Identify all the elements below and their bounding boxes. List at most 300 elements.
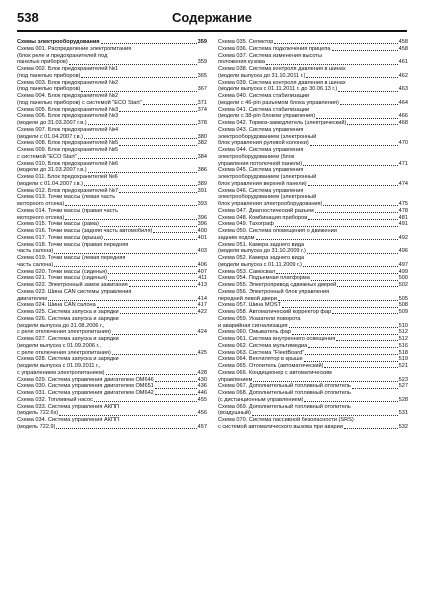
toc-page-number: 406 [197,261,207,268]
toc-line [17,53,207,60]
toc-page-number: 414 [197,295,207,302]
toc-entry-text: Схема 047. Диагностический разъем [218,207,314,214]
dot-leader [119,145,197,146]
toc-line [218,228,408,235]
dot-leader [278,300,398,301]
toc-entry-text: Схема 035. Селектор [218,39,274,45]
toc-entry-text: и аварийная сигнализация [218,322,288,329]
toc-entry-text: Схема 039. Система контроля давления в шинах [218,79,346,86]
toc-line [17,289,207,296]
toc-line [218,242,408,249]
toc-entry-text: Схема 030. Система управления двигателем OM651 [17,383,154,390]
toc-page-number: 478 [398,207,408,214]
dot-leader [88,124,197,125]
toc-entry-text: Схема 053. Самосвал [218,268,276,275]
dot-leader [303,165,398,166]
toc-entry-text: (модели выпуска до 31.10.2009 г.) [218,248,306,255]
toc-line [17,215,207,222]
dot-leader [310,145,398,146]
toc-line [218,127,408,134]
dot-leader [332,50,398,51]
dot-leader [78,158,197,159]
toc-line [17,383,207,390]
toc-line [17,356,207,363]
dot-leader [276,273,398,274]
toc-line [218,194,408,201]
toc-entry-text: Схема 063. Система "FleetBoard" [218,349,305,356]
toc-page-number: 462 [398,72,408,79]
dot-leader [84,185,197,186]
dot-leader [307,253,398,254]
toc-line [218,93,408,100]
toc-line [17,181,207,188]
toc-page-number: 492 [398,234,408,241]
toc-line [218,289,408,296]
dot-leader [97,307,197,308]
toc-line [218,370,408,377]
toc-entry-text: Схема 001. Распределение электропитания [17,45,132,52]
toc-entry-text: Схема 046. Система управления [218,187,304,194]
toc-entry-text: (модели выпуска с 01.09.2006 г., [17,342,101,349]
toc-entry-text: электрооборудованием (электронный [218,133,317,140]
toc-line [218,323,408,330]
toc-line [218,113,408,120]
dot-leader [344,428,398,429]
toc-entry-text: Схема 016. Точки массы (задняя часть автомобиля) [17,228,153,234]
toc-line [218,343,408,350]
toc-entry-text: Схема 064. Вентилятор в крыше [218,356,303,363]
dot-leader [120,313,197,314]
toc-page-number: 417 [197,302,207,309]
toc-page-number: 455 [197,396,207,403]
toc-line [218,377,408,384]
toc-page-number: 411 [198,275,207,282]
dot-leader [112,334,197,335]
toc-entry-text: Схема 017. Точки массы (крыша) [17,234,103,241]
dot-leader [94,401,197,402]
toc-entry-text: (модель 722.9) [17,423,56,430]
toc-line [218,80,408,87]
toc-entry-text: Схема 038. Система контроля давления в шинах [218,66,346,72]
toc-entry-text: Схема 025. Система запуска и зарядки [17,309,119,315]
toc-page-number: 519 [398,356,408,363]
toc-right-column [218,39,408,431]
dot-leader [104,239,197,240]
dot-leader [311,280,398,281]
toc-page-number: 508 [398,302,408,309]
dot-leader [256,239,398,240]
dot-leader [308,347,397,348]
toc-line [218,39,408,46]
toc-page-number: 491 [398,221,408,228]
toc-line [218,181,408,188]
toc-entry-text: положения кузова [218,59,265,66]
dot-leader [84,138,197,139]
toc-page-number: 510 [398,322,408,329]
toc-entry-text: Схема 051. Камера заднего вида [218,241,305,248]
dot-leader [54,253,196,254]
toc-page-number: 466 [398,113,408,120]
toc-left-column [17,39,207,431]
toc-entry-text: Схема 028. Система запуска и зарядки [17,356,119,363]
toc-line [218,302,408,309]
toc-page-number: 400 [197,228,207,234]
toc-entry-text: Схема 019. Точки массы (левая передняя [17,255,126,261]
toc-line [17,93,207,100]
toc-page-number: 470 [398,140,408,147]
toc-entry-text: Схема 068. Дополнительный топливный отопитель [218,390,351,396]
dot-leader [303,266,398,267]
toc-entry-text: Схема 023. Шина CAN системы управления [17,288,132,295]
toc-line [218,53,408,60]
toc-line [218,424,408,431]
toc-entry-text: (с дистанционным управлением) [218,396,304,403]
toc-line [218,134,408,141]
dot-leader [88,172,197,173]
toc-line [218,390,408,397]
toc-entry-text: Схема 049. Тахограф [218,221,274,228]
toc-line [218,188,408,195]
toc-entry-text: (модели до 31.03.2007 г.в.) [17,167,87,174]
toc-entry-text: Схема 065. Отопитель (автоматический) [218,363,324,369]
toc-entry-text: Схема 027. Система запуска и зарядки [17,336,119,342]
toc-entry-text: Схема 022. Электронный замок зажигания [17,282,128,288]
toc-entry-text: Схема 055. Электропривод сдвижных дверей [218,282,337,288]
toc-line [218,275,408,282]
toc-page-number: 396 [197,221,207,228]
toc-page-number: 456 [197,410,207,417]
dot-leader [108,273,197,274]
dot-leader [308,185,398,186]
toc-line [17,282,207,289]
toc-line [17,424,207,431]
page-number: 538 [17,10,39,25]
toc-line [17,329,207,336]
toc-entry-text: Схема 011. Блок предохранителей №6 [17,174,118,180]
toc-entry-text: Схема 015. Точки массы (рама) [17,221,99,228]
toc-entry-text: с системой автоматического вызова при аварии [218,423,343,430]
toc-entry-text: (модели выпуска с 01.11.2009 г.) [218,261,302,268]
dot-leader [54,266,196,267]
toc-line [218,100,408,107]
toc-entry-text: управления потолочной панели) [218,160,303,167]
toc-page-number: 521 [398,363,408,369]
dot-leader [337,286,397,287]
toc-line [218,235,408,242]
dot-leader [129,286,197,287]
toc-page-number: 500 [398,275,408,282]
toc-line [17,201,207,208]
toc-page-number: 393 [197,201,207,207]
dot-leader [119,192,197,193]
toc-page-number: 396 [197,214,207,221]
toc-entry-text: Схема 031. Система управления двигателем OM642 [17,390,154,396]
dot-leader [304,361,398,362]
toc-line [17,208,207,215]
toc-page-number: 365 [197,72,207,79]
toc-line [218,248,408,255]
toc-entry-text: Схема 041. Система стабилизации [218,106,310,113]
toc-page-number: 509 [398,309,408,315]
toc-entry-text: Схема 024. Шина CAN салона [17,302,96,309]
toc-page-number: 430 [197,376,207,383]
toc-line [17,140,207,147]
dot-leader [338,91,397,92]
toc-page-number: 516 [398,342,408,349]
toc-page-number: 481 [398,214,408,221]
toc-line [218,417,408,424]
toc-line [17,113,207,120]
toc-entry-text: Схема 007. Блок предохранителей №4 [17,126,119,133]
toc-line [218,404,408,411]
dot-leader [336,340,397,341]
toc-line [17,174,207,181]
toc-page-number: 382 [197,140,207,147]
toc-entry-text: Схема 002. Блок предохранителей №1 [17,66,119,72]
toc-entry-text: (модели выпуска с 01.09.2011 г., [17,363,101,369]
dot-leader [275,226,398,227]
toc-entry-text: Схема 034. Система управления АКПП [17,417,120,423]
toc-line [218,154,408,161]
toc-line [218,269,408,276]
toc-entry-text: (воздушный) [218,410,251,417]
dot-leader [352,388,398,389]
toc-page-number: 518 [398,349,408,356]
toc-page-number: 391 [197,187,207,194]
toc-entry-text: Схема 029. Система управления двигателем OM646 [17,376,154,383]
toc-page-number: 531 [398,410,408,417]
dot-leader [59,415,196,416]
toc-line [17,350,207,357]
toc-entry-text: с системой "ECO Start" [17,153,77,160]
dot-leader [252,415,398,416]
toc-line [17,296,207,303]
toc-entry-text: (модели до 31.03.2007 г.в.) [17,120,87,126]
toc-entry-text: Схема 070. Система пассивной безопасности (SRS) [218,417,354,423]
toc-page-number: 413 [197,282,207,288]
toc-line [218,120,408,127]
toc-entry-text: Схема 052. Камера заднего вида [218,255,305,261]
toc-page-number: 371 [197,99,207,106]
dot-leader [315,212,398,213]
toc-entry-text: (модели с 38-pin блоком управления) [218,113,316,120]
toc-entry-text: Схема 040. Система стабилизации [218,93,310,99]
toc-line [17,397,207,404]
toc-page-number: 496 [398,248,408,255]
toc-entry-text: блок управления рулевой колонки) [218,140,309,147]
toc-line [218,282,408,289]
toc-page-number: 532 [398,423,408,430]
toc-line [218,107,408,114]
toc-entry-text: Схема 033. Система управления АКПП [17,403,120,410]
toc-line [218,86,408,93]
toc-entry-text: Схема 054. Подъемная платформа [218,275,310,282]
dot-leader [332,313,397,314]
dot-leader [81,91,196,92]
toc-line [17,235,207,242]
toc-page-number: 523 [398,376,408,383]
toc-entry-text: Схема 050. Система оповещения о движении [218,228,337,234]
toc-entry-text: с реле отключения электропитания) [17,349,111,356]
toc-line [17,262,207,269]
toc-line [218,208,408,215]
toc-page-number: 499 [398,268,408,275]
toc-line [218,383,408,390]
toc-page-number: 512 [398,336,408,342]
toc-line [17,86,207,93]
toc-page-number: 458 [398,45,408,52]
toc-entry-text: Схема 005. Блок предохранителей №3 [17,106,119,113]
toc-entry-text: часть салона) [17,261,54,268]
toc-line [17,269,207,276]
toc-line [218,174,408,181]
toc-line [218,221,408,228]
toc-line [218,66,408,73]
toc-line [17,248,207,255]
toc-line [218,316,408,323]
dot-leader [56,428,196,429]
dot-leader [155,394,197,395]
dot-leader [65,219,196,220]
toc-entry-text: (под панелью приборов) [17,86,81,93]
toc-line [17,100,207,107]
toc-entry-text: Схема 032. Топливный насос [17,396,94,403]
toc-entry-text: управлением [218,376,253,383]
toc-line [218,59,408,66]
toc-entry-text: Схема 061. Система внутреннего освещения [218,336,336,342]
dot-leader [274,43,397,44]
toc-line [17,242,207,249]
toc-line [218,262,408,269]
toc-page-number: 359 [197,59,207,66]
toc-entry-text: Схема 036. Система подключения прицепа [218,45,331,52]
toc-line [17,120,207,127]
toc-entry-text: Схема 012. Блок предохранителей №7 [17,187,119,194]
toc-line [17,73,207,80]
toc-line [218,356,408,363]
toc-line [17,316,207,323]
dot-leader [306,77,397,78]
toc-line [17,417,207,424]
toc-entry-text: электрооборудованием (электронный [218,194,317,201]
toc-entry-text: часть салона) [17,248,54,255]
toc-entry-text: Схема 004. Блок предохранителей №2 [17,93,119,99]
dot-leader [81,77,196,78]
toc-entry-text: моторного отсека) [17,214,65,221]
toc-line [17,363,207,370]
toc-page-number: 428 [197,369,207,376]
dot-leader [153,232,196,233]
toc-entry-text: блок управления электрооборудования) [218,201,323,207]
dot-leader [112,354,197,355]
toc-line [17,343,207,350]
toc-entry-text: с управлением электропитанием) [17,369,105,376]
toc-line [17,134,207,141]
page-header [17,8,407,32]
toc-line [218,255,408,262]
toc-line [218,140,408,147]
toc-line [218,296,408,303]
toc-line [17,188,207,195]
dot-leader [48,300,197,301]
toc-line [218,410,408,417]
toc-entry-text: Схема 044. Система управления [218,147,304,153]
toc-entry-text: (модели с 01.04.2007 г.в.) [17,180,84,187]
toc-entry-text: двигателем [17,295,47,302]
toc-line [218,215,408,222]
toc-line [17,390,207,397]
toc-entry-text: Схема 009. Блок предохранителей №5 [17,147,119,153]
toc-entry-text: Схема 066. Кондиционер с автоматическим [218,369,332,376]
toc-line [218,161,408,168]
dot-leader [69,64,197,65]
toc-page-number: 527 [398,383,408,390]
toc-page-number: 359 [197,39,207,45]
toc-page-number: 512 [398,329,408,336]
toc-entry-text: (модели выпуска до 31.08.2006 г., [17,322,105,329]
dot-leader [289,327,398,328]
toc-line [17,410,207,417]
toc-page-number: 374 [197,106,207,113]
toc-entry-text: Схема 043. Система управления [218,126,304,133]
toc-page-number: 446 [197,390,207,396]
toc-line [17,228,207,235]
toc-line [218,336,408,343]
toc-page-number: 424 [197,329,207,336]
toc-entry-text: (модели с 01.04.2007 г.в.) [17,133,84,140]
dot-leader [119,111,197,112]
toc-line [17,147,207,154]
toc-page-number: 367 [197,86,207,93]
toc-entry-text: Схема 045. Система управления [218,167,304,174]
toc-page-number: 474 [398,180,408,187]
toc-line [17,107,207,114]
toc-line [218,397,408,404]
toc-page-number: 425 [197,349,207,356]
toc-line [218,329,408,336]
toc-entry-text: Схема 048. Комбинация приборов [218,214,308,221]
toc-page-number: 463 [398,86,408,93]
toc-page-number: 403 [197,248,207,255]
toc-page-number: 528 [398,396,408,403]
toc-line [17,194,207,201]
toc-entry-text: Схема 059. Указатели поворота [218,315,301,322]
toc-page-number: 386 [197,167,207,174]
toc-line [17,275,207,282]
dot-leader [100,226,197,227]
page-title: Содержание [171,10,253,25]
dot-leader [305,354,397,355]
toc-page-number: 497 [398,261,408,268]
toc-page-number: 457 [197,423,207,430]
toc-line [218,201,408,208]
toc-line [17,46,207,53]
toc-entry-text: (модели выпуска до 31.10.2011 г.) [218,72,306,79]
toc-line [17,336,207,343]
toc-page-number: 458 [398,39,408,45]
toc-entry-text: Схемы электрооборудования [17,39,100,45]
toc-line [17,154,207,161]
toc-entry-text: Схема 067. Дополнительный топливный отопитель [218,383,351,390]
toc-entry-text: Схема 026. Система запуска и зарядки [17,315,119,322]
toc-entry-text: панелью приборов) [17,59,68,66]
toc-line [17,302,207,309]
toc-page-number: 436 [197,383,207,390]
dot-leader [304,401,397,402]
toc-line [17,167,207,174]
toc-page-number: 464 [398,99,408,106]
toc-entry-text: моторного отсека) [17,201,65,207]
